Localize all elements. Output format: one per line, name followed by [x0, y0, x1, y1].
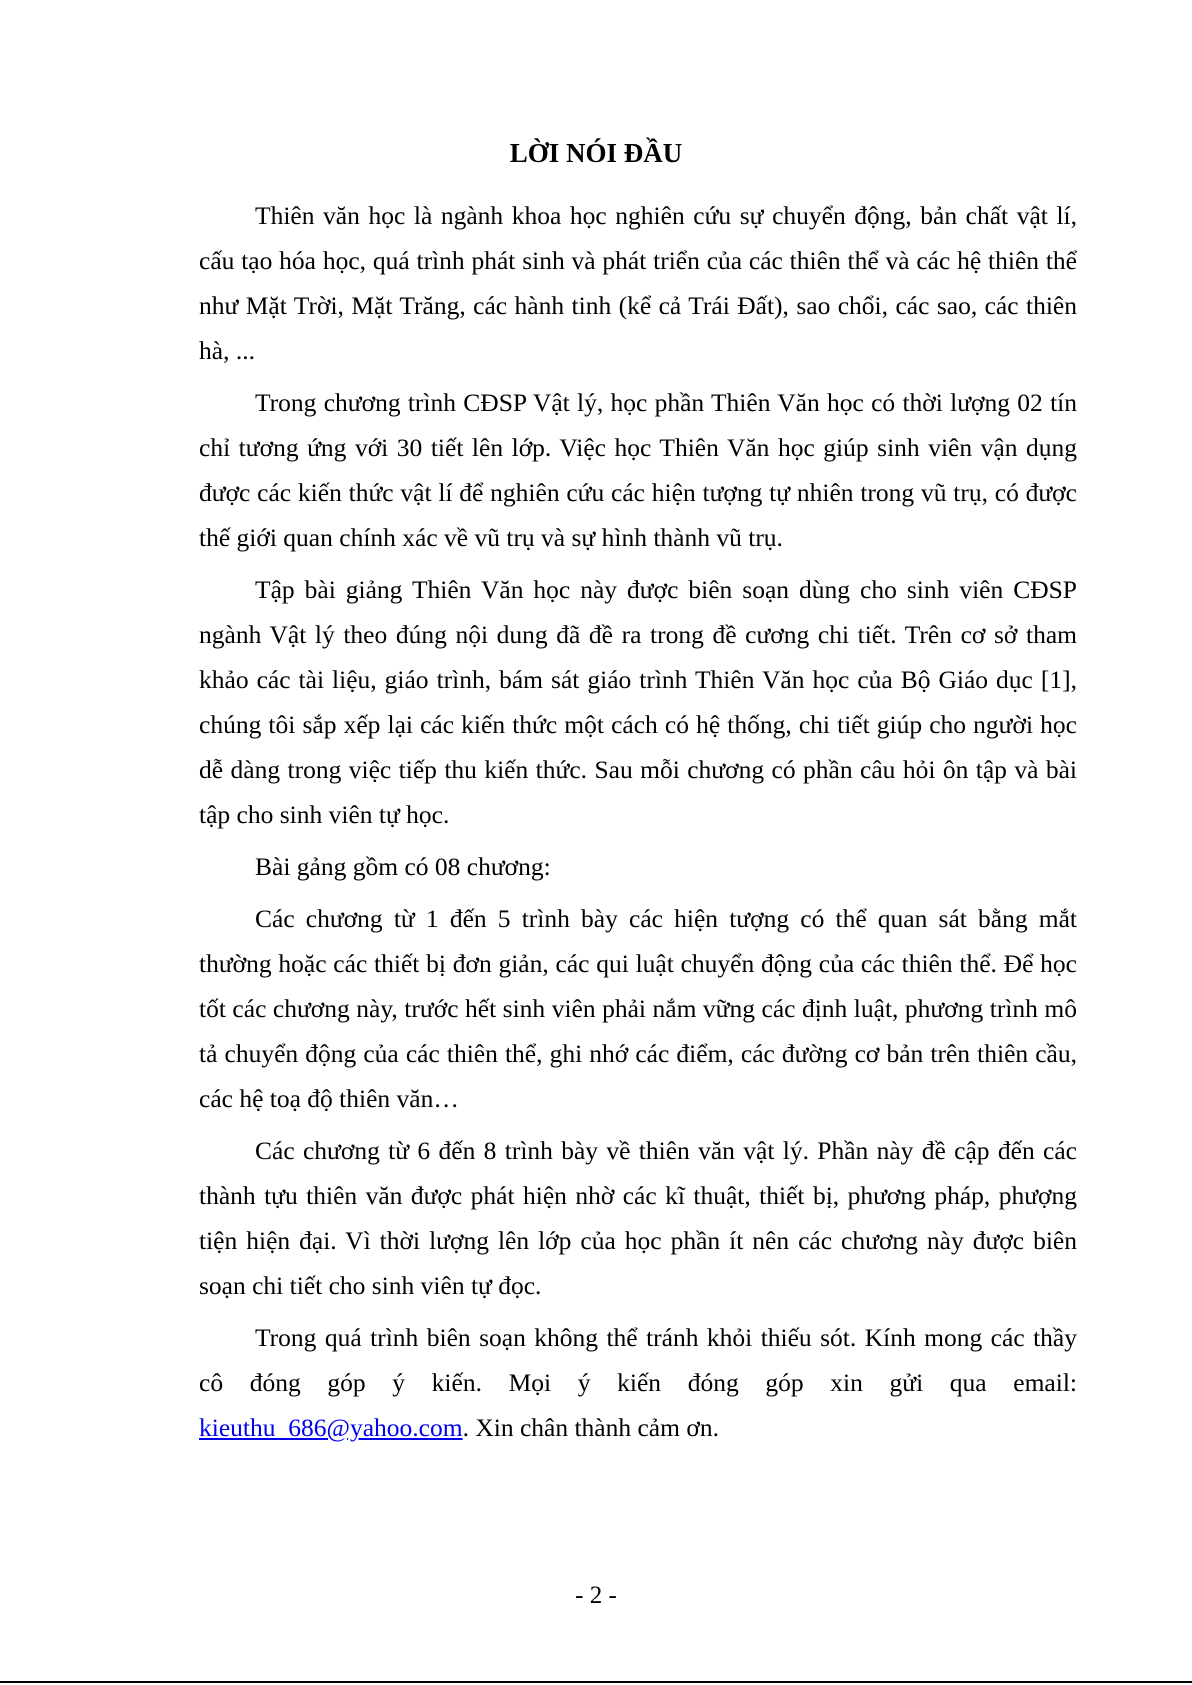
paragraph: Bài gảng gồm có 08 chương: [255, 852, 551, 881]
page-title: LỜI NÓI ĐẦU [509, 138, 683, 168]
page-bottom-border [0, 1681, 1192, 1683]
paragraph: Trong chương trình CĐSP Vật lý, học phần Thiên Văn học có thời lượng 02 tín chỉ tương ứng với 30 tiết lên lớp. Việc học Thiên Văn học giúp sinh viên vận dụng được các kiến thức vật lí để nghiên cứu các hiện tượng tự nhiên trong vũ trụ, có được thế giới quan chính xác về vũ trụ và sự hình thành vũ trụ. [199, 388, 1077, 552]
thanks-text: . Xin chân thành cảm ơn. [462, 1413, 719, 1442]
paragraph: Các chương từ 1 đến 5 trình bày các hiện tượng có thể quan sát bằng mắt thường hoặc các thiết bị đơn giản, các qui luật chuyển động của các thiên thể. Để học tốt các chương này, trước hết sinh viên phải nắm vững các định luật, phương trình mô tả chuyển động của các thiên thể, ghi nhớ các điểm, các đường cơ bản trên thiên cầu, các hệ toạ độ thiên văn… [199, 904, 1077, 1113]
closing-text: Trong quá trình biên soạn không thể tránh khỏi thiếu sót. Kính mong các thầy cô đóng góp ý kiến. Mọi ý kiến đóng góp xin gửi qua email: [199, 1323, 1077, 1397]
paragraph: Tập bài giảng Thiên Văn học này được biên soạn dùng cho sinh viên CĐSP ngành Vật lý theo đúng nội dung đã đề ra trong đề cương chi tiết. Trên cơ sở tham khảo các tài liệu, giáo trình, bám sát giáo trình Thiên Văn học của Bộ Giáo dục [1], chúng tôi sắp xếp lại các kiến thức một cách có hệ thống, chi tiết giúp cho người học dễ dàng trong việc tiếp thu kiến thức. Sau mỗi chương có phần câu hỏi ôn tập và bài tập cho sinh viên tự học. [199, 575, 1077, 829]
paragraph: Các chương từ 6 đến 8 trình bày về thiên văn vật lý. Phần này đề cập đến các thành tựu thiên văn được phát hiện nhờ các kĩ thuật, thiết bị, phương pháp, phượng tiện hiện đại. Vì thời lượng lên lớp của học phần ít nên các chương này được biên soạn chi tiết cho sinh viên tự đọc. [199, 1136, 1077, 1300]
paragraph-closing [199, 1315, 1077, 1450]
document-body [199, 193, 1077, 1457]
paragraph: Thiên văn học là ngành khoa học nghiên cứu sự chuyển động, bản chất vật lí, cấu tạo hóa học, quá trình phát sinh và phát triển của các thiên thể và các hệ thiên thể như Mặt Trời, Mặt Trăng, các hành tinh (kể cả Trái Đất), sao chổi, các sao, các thiên hà, ... [199, 201, 1077, 365]
page-number: - 2 - [575, 1582, 617, 1609]
email-link[interactable]: kieuthu_686@yahoo.com [199, 1413, 463, 1442]
